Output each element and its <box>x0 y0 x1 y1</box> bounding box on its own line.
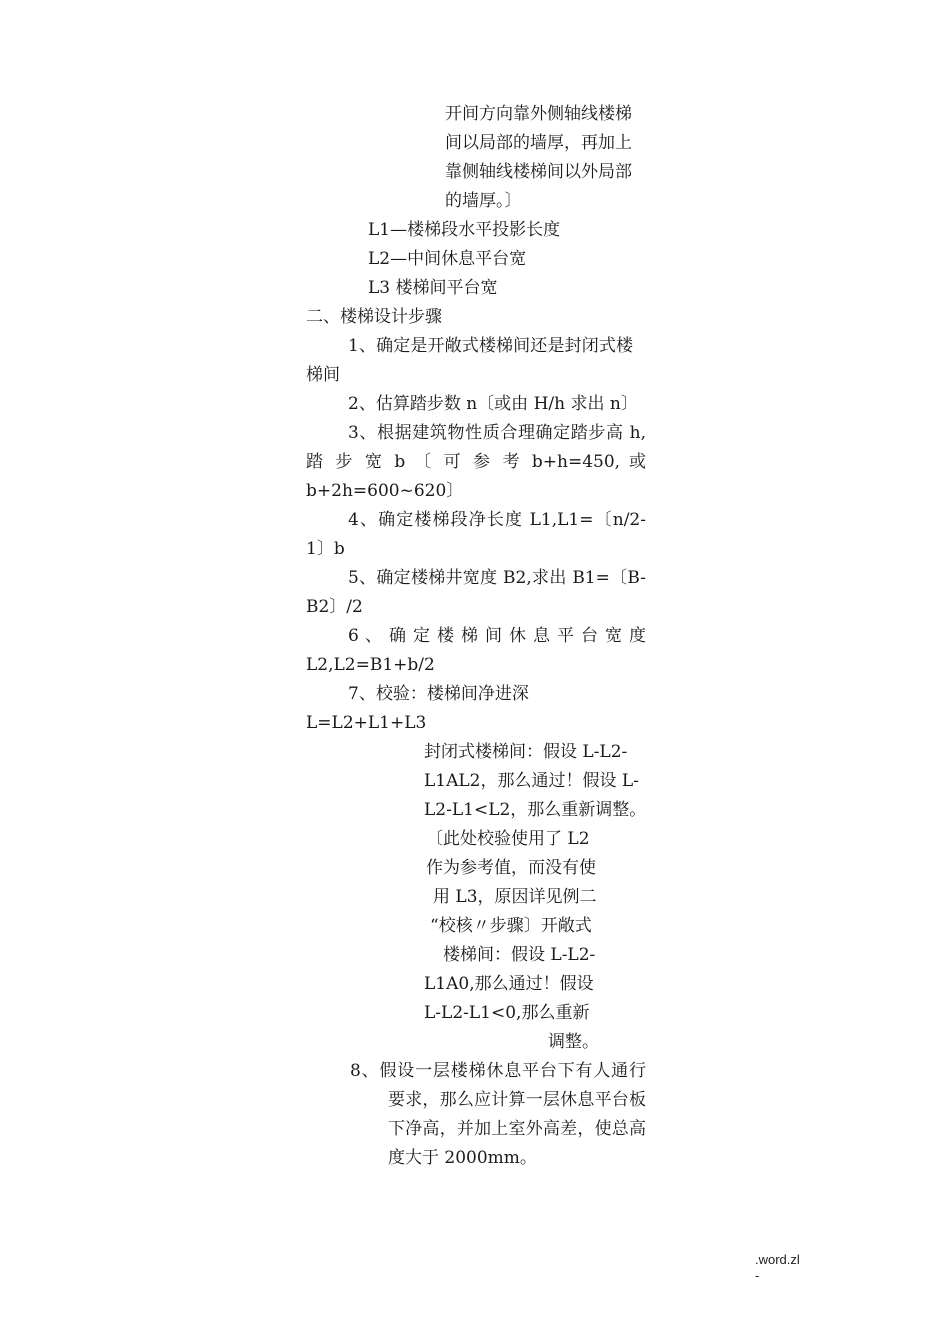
step-line: 踏 步 宽 b 〔 可 参 考 b+h=450, 或 <box>306 452 646 472</box>
step-formula: L=L2+L1+L3 <box>306 713 427 733</box>
step-line: 5、确定楼梯井宽度 B2,求出 B1=〔B- <box>348 568 646 588</box>
legend-note-line: 的墙厚。〕 <box>445 191 522 211</box>
section-title: 二、楼梯设计步骤 <box>306 307 442 327</box>
check-note-line: 调整。 <box>548 1032 599 1052</box>
check-note-line: “校核〃步骤〕开敞式 <box>430 916 592 936</box>
step-line: 7、校验：楼梯间净进深 <box>348 684 529 704</box>
step-line: 2、估算踏步数 n〔或由 H/h 求出 n〕 <box>348 394 638 414</box>
legend-note-line: 开间方向靠外侧轴线楼梯 <box>445 104 632 124</box>
step-line: b+2h=600~620〕 <box>306 481 464 501</box>
check-note-line: 用 L3，原因详见例二 <box>433 887 597 907</box>
step-line: 要求，那么应计算一层休息平台板 <box>388 1090 646 1110</box>
step-line: 度大于 2000mm。 <box>388 1148 537 1168</box>
check-note-line: 作为参考值，而没有使 <box>426 858 596 878</box>
definition-l2: L2—中间休息平台宽 <box>368 249 527 269</box>
definition-l3: L3 楼梯间平台宽 <box>368 278 498 298</box>
check-note-line: L2-L1<L2，那么重新调整。 <box>424 800 647 820</box>
definition-l1: L1—楼梯段水平投影长度 <box>368 220 561 240</box>
footer-site: .word.zl <box>755 1252 800 1267</box>
step-line: 3、根据建筑物性质合理确定踏步高 h, <box>348 423 646 443</box>
check-note-line: 封闭式楼梯间：假设 L-L2- <box>424 742 628 762</box>
step-line: 8、假设一层楼梯休息平台下有人通行 <box>350 1061 646 1081</box>
check-note-line: L1A0,那么通过！假设 <box>424 974 594 994</box>
step-line: B2〕/2 <box>306 597 363 617</box>
legend-note-line: 靠侧轴线楼梯间以外局部 <box>445 162 632 182</box>
step-line: 6 、 确 定 楼 梯 间 休 息 平 台 宽 度 <box>348 626 646 646</box>
step-line: 1、确定是开敞式楼梯间还是封闭式楼 <box>348 336 633 356</box>
check-note-line: 〔此处校验使用了 L2 <box>426 829 590 849</box>
step-line: 下净高，并加上室外高差，使总高 <box>388 1119 646 1139</box>
check-note-line: L1AL2，那么通过！假设 L- <box>424 771 639 791</box>
page-footer <box>755 1252 800 1284</box>
footer-dash: - <box>755 1268 760 1283</box>
check-note-line: 楼梯间：假设 L-L2- <box>443 945 596 965</box>
step-line: 1〕b <box>306 539 345 559</box>
check-note-line: L-L2-L1<0,那么重新 <box>424 1003 590 1023</box>
step-line: 4、确定楼梯段净长度 L1,L1=〔n/2- <box>348 510 646 530</box>
legend-note-line: 间以局部的墙厚，再加上 <box>445 133 632 153</box>
step-line: L2,L2=B1+b/2 <box>306 655 435 675</box>
step-line: 梯间 <box>306 365 340 385</box>
